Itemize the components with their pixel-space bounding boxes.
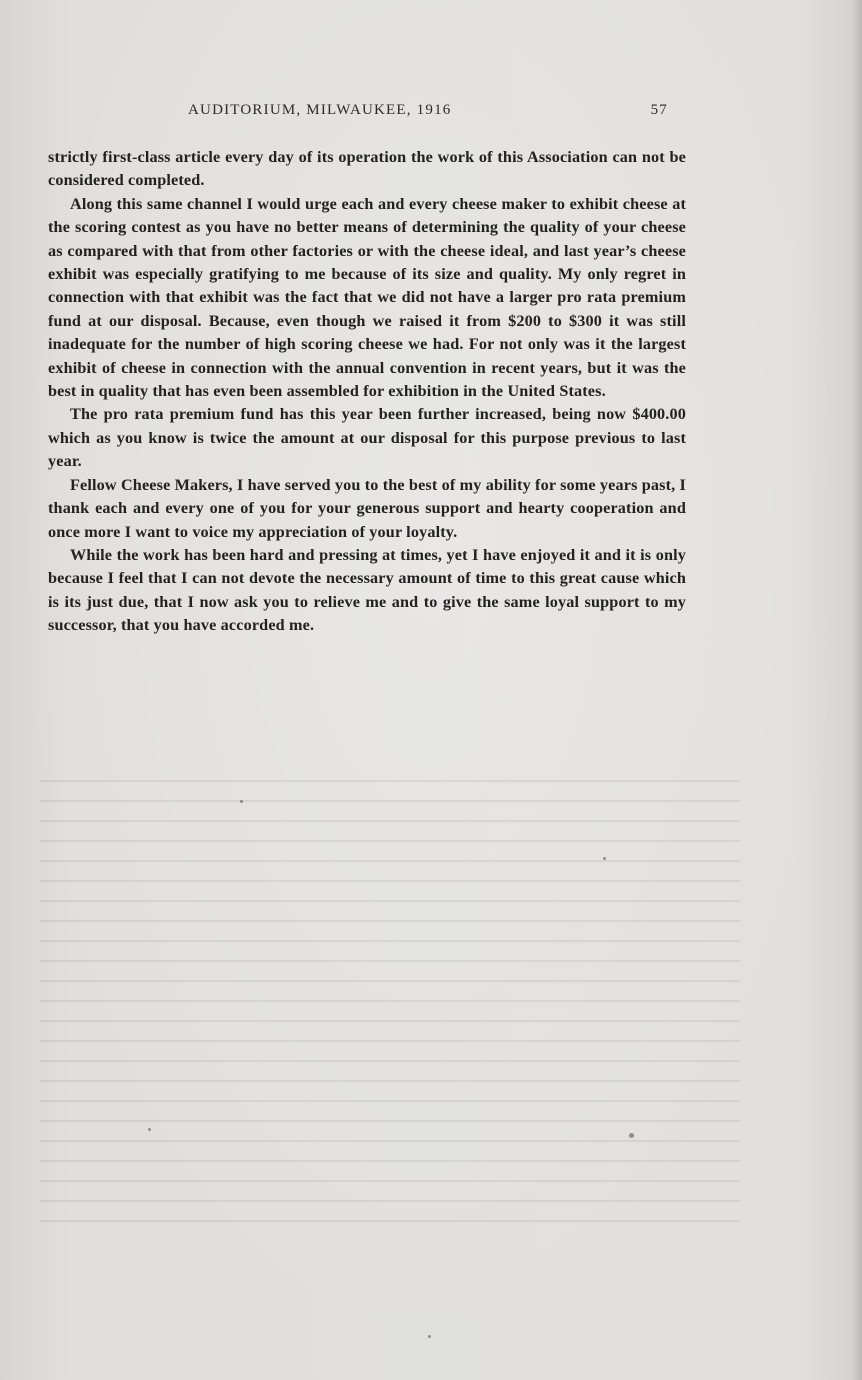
paper-speck [629, 1133, 634, 1138]
paper-speck [428, 1335, 431, 1338]
page-number: 57 [650, 102, 668, 118]
running-header [48, 102, 668, 126]
paragraph-5: While the work has been hard and pressing at times, yet I have enjoyed it and it is only because I feel that I can not devote the necessary amount of time to this great cause which is its just due, that I now ask you to relieve me and to give the same loyal support to my successor, that you have accorded me. [48, 545, 686, 635]
body-text [48, 146, 686, 638]
paper-speck [240, 800, 243, 803]
running-title: AUDITORIUM, MILWAUKEE, 1916 [188, 102, 452, 118]
paragraph-4: Fellow Cheese Makers, I have served you to the best of my ability for some years past, I thank each and every one of you for your generous support and hearty cooperation and once more I want to voice my appreciation of your loyalty. [48, 475, 686, 541]
page-edge-shadow [852, 0, 862, 1380]
paragraph-3: The pro rata premium fund has this year been further increased, being now $400.00 which as you know is twice the amount at our disposal for this purpose previous to last year. [48, 405, 686, 471]
show-through-texture [40, 780, 740, 1240]
paper-speck [148, 1128, 151, 1131]
paragraph-1: strictly first-class article every day of its operation the work of this Association can not be considered completed. [48, 148, 686, 190]
paper-speck [603, 857, 606, 860]
paragraph-2: Along this same channel I would urge each and every cheese maker to exhibit cheese at the scoring contest as you have no better means of determining the quality of your cheese as compared with that from other factories or with the cheese ideal, and last year’s cheese exhibit was especially gratifying to me because of its size and quality. My only regret in connection with that exhibit was the fact that we did not have a larger pro rata premium fund at our disposal. Because, even though we raised it from $200 to $300 it was still inadequate for the number of high scoring cheese we had. For not only was it the largest exhibit of cheese in connection with the annual convention in recent years, but it was the best in quality that has even been assembled for exhibition in the United States. [48, 194, 686, 401]
